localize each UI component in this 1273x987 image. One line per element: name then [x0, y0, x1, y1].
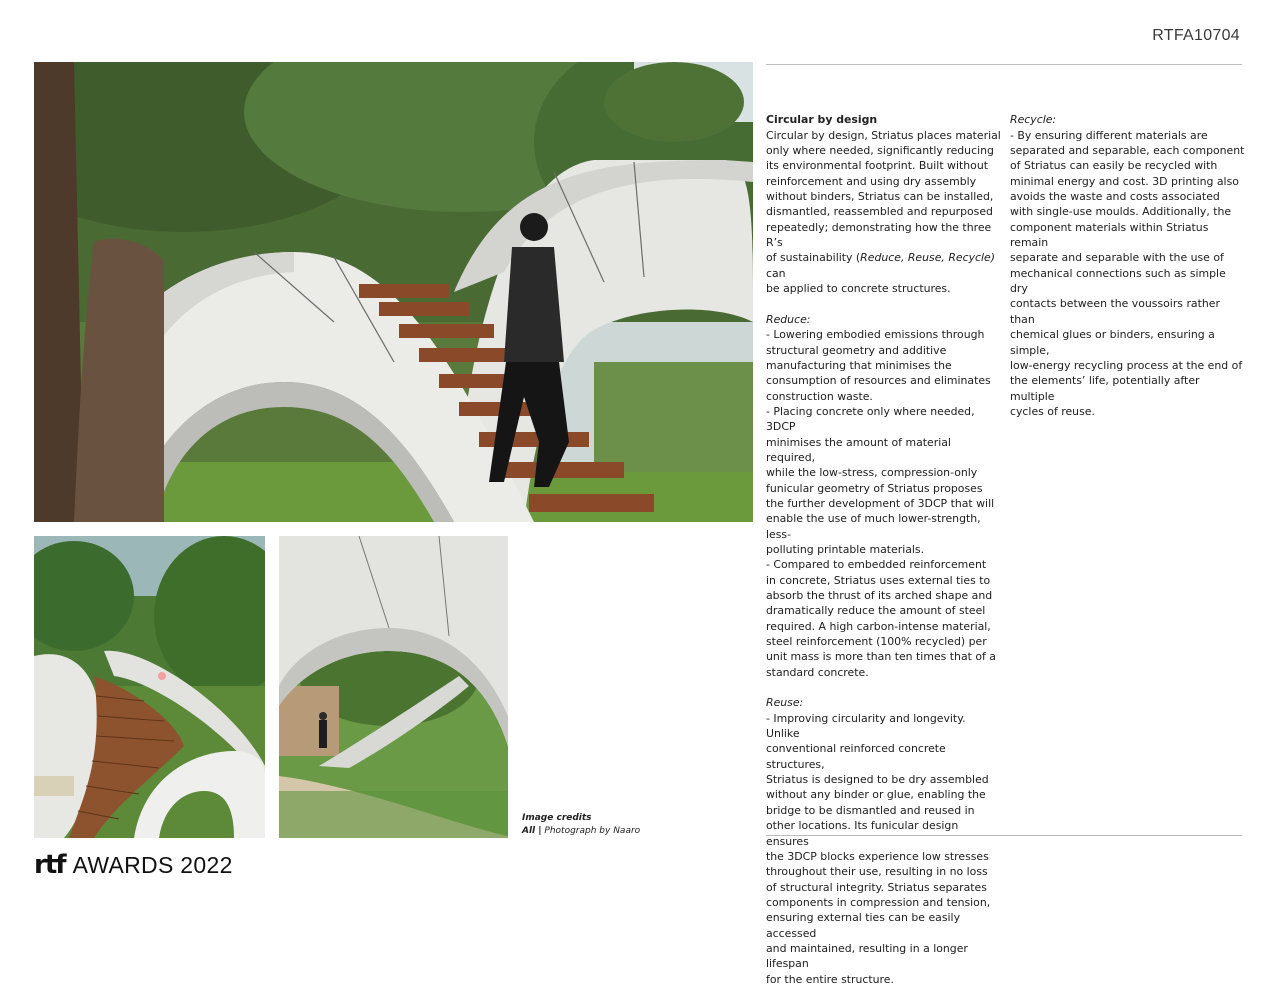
credits-scope: All | — [522, 826, 542, 836]
project-code: RTFA10704 — [1152, 27, 1240, 44]
section-title-recycle: Recycle: — [1010, 113, 1057, 127]
under-arch-photo — [279, 536, 508, 838]
section-body-circular-italic: Reduce, Reuse, Recycle) — [860, 251, 995, 265]
rtf-logo-mark: rtf — [34, 850, 65, 880]
top-divider — [766, 64, 1242, 65]
credits-text: Photograph by Naaro — [541, 826, 641, 836]
rtf-awards-logo — [34, 850, 233, 880]
section-body-circular: Circular by design, Striatus places material only where needed, significantly reducing its environmental footprint. Built without reinforcement and using dry assembly without binders, Striatus can be installed, dismantled, reassembled and repurposed repeatedly; demonstrating how the three R’s of sustainability ( — [766, 128, 1001, 265]
section-body-reuse: - Improving circularity and longevity. Unlike conventional reinforced concrete structures, Striatus is designed to be dry assembled without any binder or glue, enabling the bridge to be dismantled and reused in other locations. Its funicular design ensures the 3DCP blocks experience low stresses throughout their use, resulting in no loss of structural integrity. Striatus separates components in compression and tension, ensuring external ties can be easily accessed and maintained, resulting in a longer lifespan for the entire structure. — [766, 711, 991, 986]
article-column-2 — [1010, 97, 1245, 419]
section-title-circular: Circular by design — [766, 113, 878, 127]
section-title-reuse: Reuse: — [766, 696, 804, 710]
article-column-1 — [766, 97, 1002, 987]
image-credits — [522, 812, 640, 838]
section-body-recycle: - By ensuring different materials are separated and separable, each component of Striatus can easily be recycled with minimal energy and cost. 3D printing also avoids the waste and costs associated with single-use moulds. Additionally, the component materials within Striatus remain separate and separable with the use of mechanical connections such as simple dry contacts between the voussoirs rather than chemical glues or binders, ensuring a simple, low-energy recycling process at the end of the elements’ life, potentially after multiple cycles of reuse. — [1010, 128, 1245, 418]
section-body-reduce: - Lowering embodied emissions through structural geometry and additive manufacturing that minimises the consumption of resources and eliminates construction waste. - Placing concrete only where needed, 3DCP minimises the amount of material required, while the low-stress, compression-only funicular geometry of Striatus proposes the further development of 3DCP that will enable the use of much lower-strength, less- polluting printable materials. - Compared to embedded reinforcement in concrete, Striatus uses external ties to absorb the thrust of its arched shape and dramatically reduce the amount of steel required. A high carbon-intense material, steel reinforcement (100% recycled) per unit mass is more than ten times that of a standard concrete. — [766, 328, 996, 679]
credits-title: Image credits — [522, 813, 592, 823]
section-body-circular-end: can be applied to concrete structures. — [766, 266, 951, 296]
aerial-photo — [34, 536, 265, 838]
awards-label: AWARDS 2022 — [72, 851, 233, 878]
section-title-reduce: Reduce: — [766, 312, 811, 326]
main-photo — [34, 62, 753, 522]
